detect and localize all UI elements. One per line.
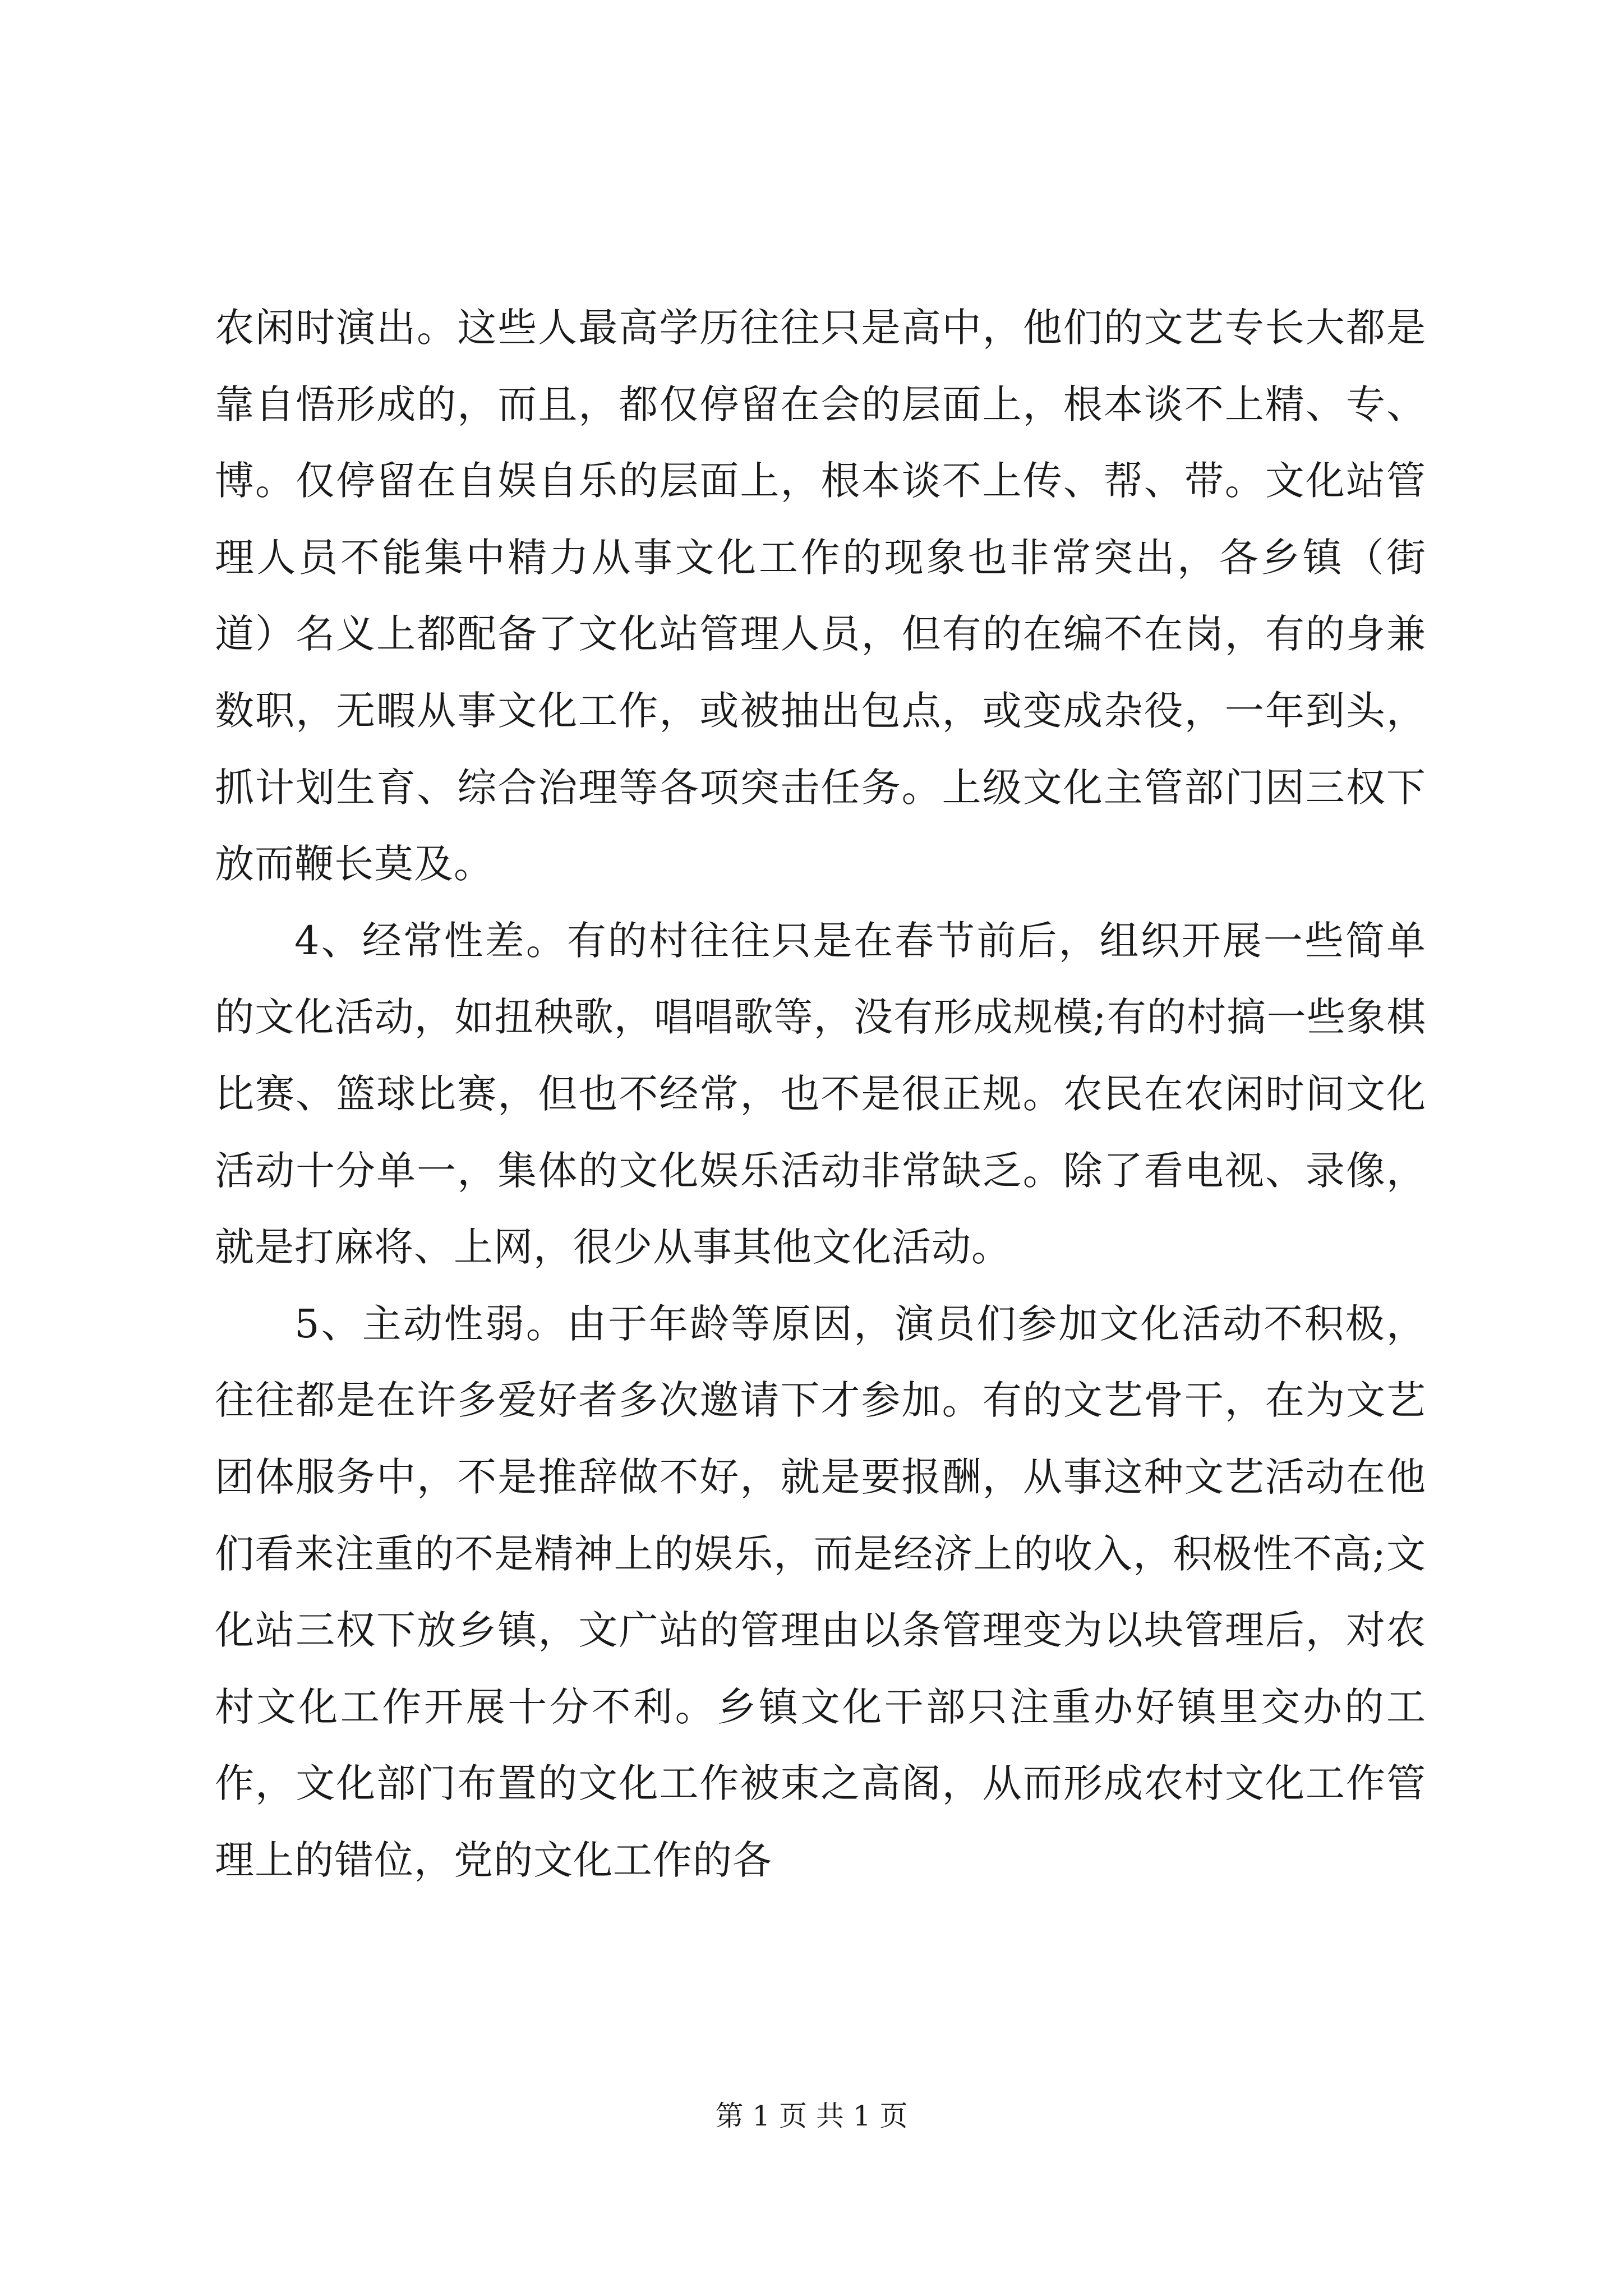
page-number-footer: 第 1 页 共 1 页 bbox=[715, 2100, 908, 2132]
paragraph-2: 4、经常性差。有的村往往只是在春节前后，组织开展一些简单的文化活动，如扭秧歌，唱唱歌等，没有形成规模;有的村搞一些象棋比赛、篮球比赛，但也不经常，也不是很正规。农民在农闲时间文化活动十分单一，集体的文化娱乐活动非常缺乏。除了看电视、录像，就是打麻将、上网，很少从事其他文化活动。 bbox=[215, 917, 1426, 1271]
paragraph-3: 5、主动性弱。由于年龄等原因，演员们参加文化活动不积极，往往都是在许多爱好者多次邀请下才参加。有的文艺骨干，在为文艺团体服务中，不是推辞做不好，就是要报酬，从事这种文艺活动在他们看来注重的不是精神上的娱乐，而是经济上的收入，积极性不高;文化站三权下放乡镇，文广站的管理由以条管理变为以块管理后，对农村文化工作开展十分不利。乡镇文化干部只注重办好镇里交办的工作，文化部门布置的文化工作被束之高阁，从而形成农村文化工作管理上的错位，党的文化工作的各 bbox=[215, 1300, 1426, 1883]
paragraph-1: 农闲时演出。这些人最高学历往往只是高中，他们的文艺专长大都是靠自悟形成的，而且，都仅停留在会的层面上，根本谈不上精、专、博。仅停留在自娱自乐的层面上，根本谈不上传、帮、带。文化站管理人员不能集中精力从事文化工作的现象也非常突出，各乡镇（街道）名义上都配备了文化站管理人员，但有的在编不在岗，有的身兼数职，无暇从事文化工作，或被抽出包点，或变成杂役，一年到头，抓计划生育、综合治理等各项突击任务。上级文化主管部门因三权下放而鞭长莫及。 bbox=[215, 305, 1426, 887]
document-body bbox=[215, 289, 1426, 1898]
